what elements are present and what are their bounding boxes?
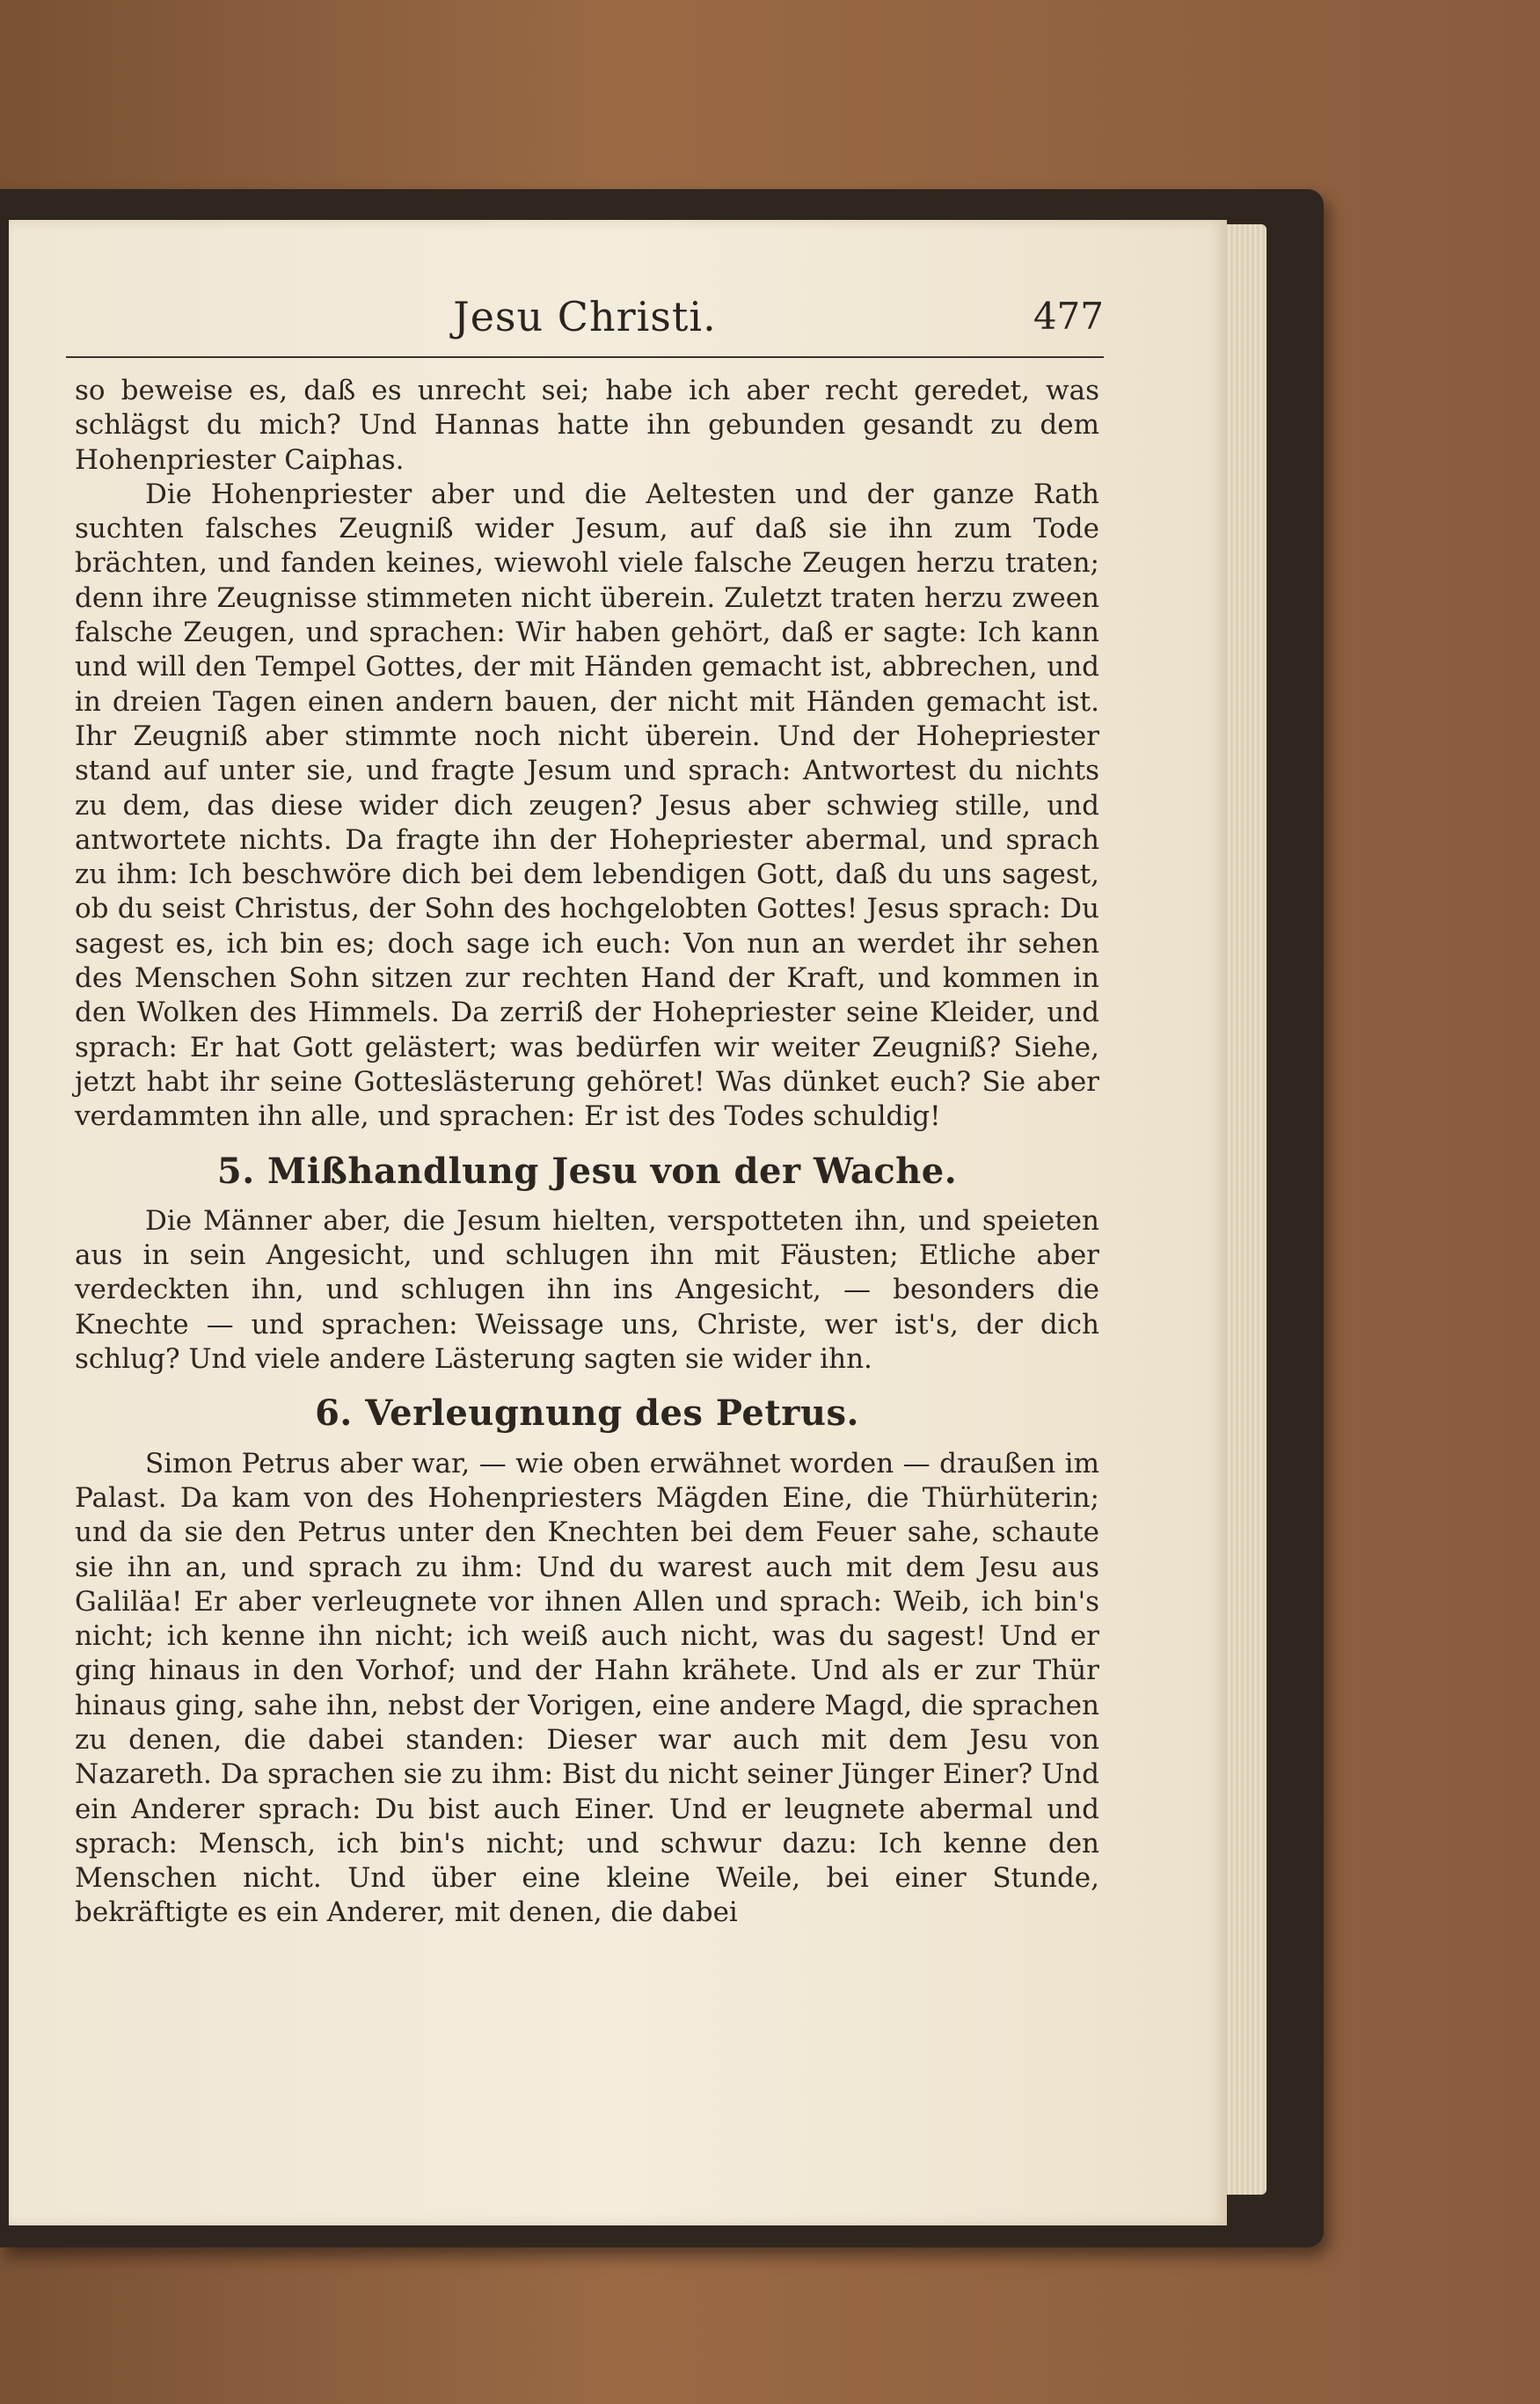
page-header (66, 286, 1104, 358)
section-heading-5: 5. Mißhandlung Jesu von der Wache. (216, 1150, 958, 1192)
page-body (75, 374, 1099, 1931)
paragraph-trial: Die Hohenpriester aber und die Aeltesten und der ganze Rath suchten falsches Zeugniß wider Jesum, auf daß sie ihn zum Tode brächten, und fanden keines, wiewohl viele falsche Zeugen herzu traten; denn ihre Zeugnisse stimmeten nicht überein. Zuletzt traten herzu zween falsche Zeugen, und sprachen: Wir haben gehört, daß er sagte: Ich kann und will den Tempel Gottes, der mit Händen gemacht ist, abbrechen, und in dreien Tagen einen andern bauen, der nicht mit Händen gemacht ist. Ihr Zeugniß aber stimmte noch nicht überein. Und der Hohepriester stand auf unter sie, und fragte Jesum und sprach: Antwortest du nichts zu dem, das diese wider dich zeugen? Jesus aber schwieg stille, und antwortete nichts. Da fragte ihn der Hohepriester abermal, und sprach zu ihm: Ich beschwöre dich bei dem lebendigen Gott, daß du uns sagest, ob du seist Christus, der Sohn des hochgelobten Gottes! Jesus sprach: Du sagest es, ich bin es; doch sage ich euch: Von nun an werdet ihr sehen des Menschen Sohn sitzen zur rechten Hand der Kraft, und kommen in den Wolken des Himmels. Da zerriß der Hohepriester seine Kleider, und sprach: Er hat Gott gelästert; was bedürfen wir weiter Zeugniß? Siehe, jetzt habt ihr seine Gotteslästerung gehöret! Was dünket euch? Sie aber verdammten ihn alle, und sprachen: Er ist des Todes schuldig! (75, 478, 1099, 1133)
running-title: Jesu Christi. (453, 293, 717, 340)
section-heading-6: 6. Verleugnung des Petrus. (315, 1392, 859, 1435)
paragraph-denial: Simon Petrus aber war, — wie oben erwähnet worden — draußen im Palast. Da kam von des Hohenpriesters Mägden Eine, die Thürhüterin; und da sie den Petrus unter den Knechten bei dem Feuer sahe, schaute sie ihn an, und sprach zu ihm: Und du warest auch mit dem Jesu aus Galiläa! Er aber verleugnete vor ihnen Allen und sprach: Weib, ich bin's nicht; ich kenne ihn nicht; ich weiß auch nicht, was du sagest! Und er ging hinaus in den Vorhof; und der Hahn krähete. Und als er zur Thür hinaus ging, sahe ihn, nebst der Vorigen, eine andere Magd, die sprachen zu denen, die dabei standen: Dieser war auch mit dem Jesu von Nazareth. Da sprachen sie zu ihm: Bist du nicht seiner Jünger Einer? Und ein Anderer sprach: Du bist auch Einer. Und er leugnete abermal und sprach: Mensch, ich bin's nicht; und schwur dazu: Ich kenne den Menschen nicht. Und über eine kleine Weile, bei einer Stunde, bekräftigte es ein Anderer, mit denen, die dabei (75, 1447, 1099, 1929)
paragraph-continuation: so beweise es, daß es unrecht sei; habe ich aber recht geredet, was schlägst du mich? Und Hannas hatte ihn gebunden gesandt zu dem Hohenpriester Caiphas. (75, 375, 1099, 476)
paragraph-mistreatment: Die Männer aber, die Jesum hielten, verspotteten ihn, und speieten aus in sein Angesicht, und schlugen ihn mit Fäusten; Etliche aber verdeckten ihn, und schlugen ihn ins Angesicht, — besonders die Knechte — und sprachen: Weissage uns, Christe, wer ist's, der dich schlug? Und viele andere Lästerung sagten sie wider ihn. (75, 1204, 1099, 1376)
page-number: 477 (1033, 295, 1104, 338)
book-page (9, 220, 1227, 2225)
